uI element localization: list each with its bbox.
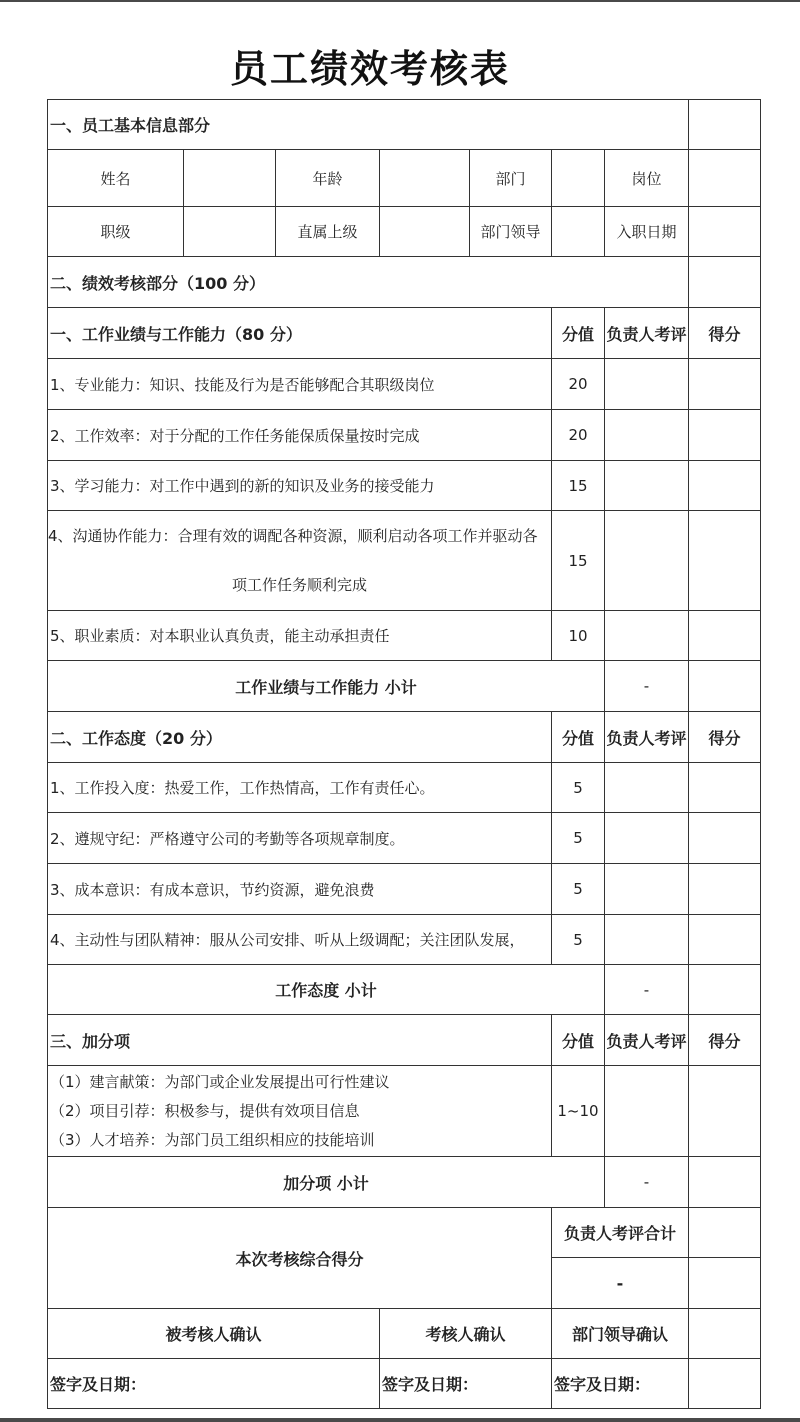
leader-total-score[interactable] xyxy=(688,1207,761,1258)
section-performance-title: 二、绩效考核部分（100 分） xyxy=(47,256,689,308)
score-field[interactable] xyxy=(688,460,761,511)
header-leader-review: 负责人考评 xyxy=(604,307,689,359)
header-score: 得分 xyxy=(688,711,761,763)
leader-total-value: - xyxy=(551,1257,689,1309)
leader-review-field[interactable] xyxy=(604,812,689,864)
label-direct-supervisor: 直属上级 xyxy=(275,206,380,257)
part1-item-value: 20 xyxy=(551,409,605,461)
score-field[interactable] xyxy=(688,610,761,661)
part2-item-text: 4、主动性与团队精神：服从公司安排、听从上级调配；关注团队发展， xyxy=(47,914,552,965)
age-field[interactable] xyxy=(379,149,470,207)
header-score: 得分 xyxy=(688,307,761,359)
score-field[interactable] xyxy=(688,510,761,611)
leader-review-field[interactable] xyxy=(604,914,689,965)
employee-confirmation-header: 被考核人确认 xyxy=(47,1308,380,1359)
department-field[interactable] xyxy=(551,149,605,207)
part1-title: 一、工作业绩与工作能力（80 分） xyxy=(47,307,552,359)
bonus-items xyxy=(47,1065,552,1157)
bottom-border xyxy=(0,1418,800,1422)
department-leader-signature-field[interactable]: 签字及日期： xyxy=(551,1358,689,1409)
score-field[interactable] xyxy=(688,762,761,813)
part1-item-value: 15 xyxy=(551,510,605,611)
label-position: 岗位 xyxy=(604,149,689,207)
leader-review-field[interactable] xyxy=(604,863,689,915)
part2-item-text: 3、成本意识：有成本意识，节约资源，避免浪费 xyxy=(47,863,552,915)
part2-subtotal-label: 工作态度 小计 xyxy=(47,964,605,1015)
direct-supervisor-field[interactable] xyxy=(379,206,470,257)
part2-subtotal-value: - xyxy=(604,964,689,1015)
bonus-item: （3）人才培养：为部门员工组织相应的技能培训 xyxy=(50,1130,375,1149)
part2-title: 二、工作态度（20 分） xyxy=(47,711,552,763)
part1-item-text-line1: 4、沟通协作能力：合理有效的调配各种资源，顺利启动各项工作并驱动各 xyxy=(48,526,538,545)
department-leader-confirmation-header: 部门领导确认 xyxy=(551,1308,689,1359)
part1-item-value: 10 xyxy=(551,610,605,661)
part1-item-text: 2、工作效率：对于分配的工作任务能保质保量按时完成 xyxy=(47,409,552,461)
part2-item-value: 5 xyxy=(551,914,605,965)
employee-signature-field[interactable]: 签字及日期： xyxy=(47,1358,380,1409)
part2-item-value: 5 xyxy=(551,762,605,813)
header-score-value: 分值 xyxy=(551,307,605,359)
label-name: 姓名 xyxy=(47,149,184,207)
part3-subtotal-label: 加分项 小计 xyxy=(47,1156,605,1208)
header-score-value: 分值 xyxy=(551,711,605,763)
score-field[interactable] xyxy=(688,1065,761,1157)
page-title: 员工绩效考核表 xyxy=(229,47,510,91)
leader-review-field[interactable] xyxy=(604,460,689,511)
part1-subtotal-label: 工作业绩与工作能力 小计 xyxy=(47,660,605,712)
leader-review-field[interactable] xyxy=(604,510,689,611)
section-basic-info-title: 一、员工基本信息部分 xyxy=(47,99,689,150)
overall-score-field[interactable] xyxy=(688,1257,761,1309)
empty-cell xyxy=(688,1358,761,1409)
empty-cell xyxy=(688,256,761,308)
label-department: 部门 xyxy=(469,149,552,207)
score-field[interactable] xyxy=(688,358,761,410)
leader-review-field[interactable] xyxy=(604,1065,689,1157)
overall-score-label: 本次考核综合得分 xyxy=(47,1207,552,1309)
top-border xyxy=(0,0,800,2)
part2-item-value: 5 xyxy=(551,812,605,864)
label-hire-date: 入职日期 xyxy=(604,206,689,257)
part3-subtotal-value: - xyxy=(604,1156,689,1208)
label-department-leader: 部门领导 xyxy=(469,206,552,257)
leader-review-field[interactable] xyxy=(604,762,689,813)
leader-total-label: 负责人考评合计 xyxy=(551,1207,689,1258)
part1-item-text: 1、专业能力：知识、技能及行为是否能够配合其职级岗位 xyxy=(47,358,552,410)
position-field[interactable] xyxy=(688,149,761,207)
part1-item-text-line2: 项工作任务顺利完成 xyxy=(231,575,367,594)
header-score: 得分 xyxy=(688,1014,761,1066)
bonus-item: （1）建言献策：为部门或企业发展提出可行性建议 xyxy=(50,1072,390,1091)
leader-review-field[interactable] xyxy=(604,610,689,661)
empty-cell xyxy=(688,1308,761,1359)
header-leader-review: 负责人考评 xyxy=(604,1014,689,1066)
hire-date-field[interactable] xyxy=(688,206,761,257)
part3-title: 三、加分项 xyxy=(47,1014,552,1066)
assessor-confirmation-header: 考核人确认 xyxy=(379,1308,552,1359)
label-age: 年龄 xyxy=(275,149,380,207)
part1-item-value: 20 xyxy=(551,358,605,410)
bonus-item: （2）项目引荐：积极参与，提供有效项目信息 xyxy=(50,1101,360,1120)
rank-field[interactable] xyxy=(183,206,276,257)
part2-item-value: 5 xyxy=(551,863,605,915)
name-field[interactable] xyxy=(183,149,276,207)
score-field[interactable] xyxy=(688,863,761,915)
part2-subtotal-score[interactable] xyxy=(688,964,761,1015)
header-score-value: 分值 xyxy=(551,1014,605,1066)
leader-review-field[interactable] xyxy=(604,358,689,410)
leader-review-field[interactable] xyxy=(604,409,689,461)
empty-cell xyxy=(688,99,761,150)
score-field[interactable] xyxy=(688,914,761,965)
part2-item-text: 1、工作投入度：热爱工作，工作热情高，工作有责任心。 xyxy=(47,762,552,813)
department-leader-field[interactable] xyxy=(551,206,605,257)
part2-item-text: 2、遵规守纪：严格遵守公司的考勤等各项规章制度。 xyxy=(47,812,552,864)
part1-item-text xyxy=(47,510,552,611)
assessor-signature-field[interactable]: 签字及日期： xyxy=(379,1358,552,1409)
header-leader-review: 负责人考评 xyxy=(604,711,689,763)
score-field[interactable] xyxy=(688,409,761,461)
label-rank: 职级 xyxy=(47,206,184,257)
part1-item-text: 5、职业素质：对本职业认真负责，能主动承担责任 xyxy=(47,610,552,661)
part1-item-value: 15 xyxy=(551,460,605,511)
part1-subtotal-value: - xyxy=(604,660,689,712)
score-field[interactable] xyxy=(688,812,761,864)
part1-subtotal-score[interactable] xyxy=(688,660,761,712)
part3-subtotal-score[interactable] xyxy=(688,1156,761,1208)
part1-item-text: 3、学习能力：对工作中遇到的新的知识及业务的接受能力 xyxy=(47,460,552,511)
bonus-value: 1~10 xyxy=(551,1065,605,1157)
